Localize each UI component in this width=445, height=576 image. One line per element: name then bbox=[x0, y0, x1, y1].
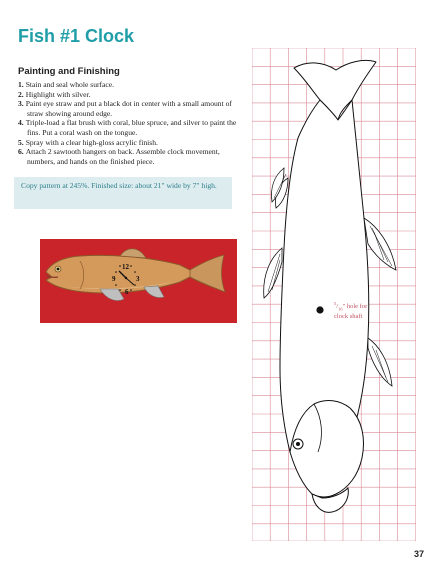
instruction-step bbox=[18, 147, 240, 166]
clock-numeral-9: 9 bbox=[112, 275, 116, 283]
step-number: 6. bbox=[18, 147, 24, 157]
pattern-size-note: Copy pattern at 245%. Finished size: about 21" wide by 7" high. bbox=[14, 177, 232, 209]
instruction-step bbox=[18, 99, 240, 118]
step-number: 2. bbox=[18, 89, 24, 99]
instruction-step bbox=[18, 138, 240, 148]
clock-numeral-3: 3 bbox=[136, 275, 140, 283]
pattern-left-fin bbox=[264, 248, 282, 298]
step-number: 1. bbox=[18, 80, 24, 89]
step-text: Triple-load a flat brush with coral, blue spruce, and silver to paint the fins. Put a coral wash on the tongue. bbox=[25, 118, 237, 137]
step-text: Paint eye straw and put a black dot in center with a small amount of straw showing around edge. bbox=[25, 99, 232, 118]
step-text: Spray with a clear high-gloss acrylic finish. bbox=[25, 137, 158, 147]
clock-numeral-12: 12 bbox=[122, 263, 129, 271]
pelvic-fin bbox=[144, 286, 164, 298]
instruction-step bbox=[18, 80, 240, 90]
pattern-pectoral-fin bbox=[368, 338, 392, 386]
clock-shaft-hole-label: $^5/_{16}$" hole for clock shaft bbox=[334, 301, 368, 320]
step-number: 4. bbox=[18, 118, 24, 128]
pattern-grid bbox=[252, 48, 416, 541]
instructions-heading: Painting and Finishing bbox=[18, 66, 120, 77]
instruction-step bbox=[18, 118, 240, 137]
clock-numeral-6: 6 bbox=[125, 288, 129, 296]
step-text: Stain and seal whole surface. bbox=[25, 80, 115, 89]
hole-fraction-numerator: 5 bbox=[334, 301, 337, 306]
step-number: 3. bbox=[18, 99, 24, 109]
hole-label-rest: " hole for bbox=[342, 303, 368, 311]
page-number: 37 bbox=[414, 549, 425, 559]
hole-fraction-denominator: 16 bbox=[338, 306, 343, 312]
step-text: Attach 2 sawtooth hangers on back. Assemble clock movement, numbers, and hands on the finished piece. bbox=[25, 147, 220, 166]
dorsal-fin bbox=[120, 249, 146, 258]
pattern-tail bbox=[294, 60, 376, 120]
fish-clock-illustration bbox=[40, 239, 237, 323]
tail-fin bbox=[190, 255, 225, 292]
step-text: Highlight with silver. bbox=[25, 89, 91, 99]
clock-shaft-hole bbox=[316, 306, 323, 313]
page-title: Fish #1 Clock bbox=[18, 26, 135, 46]
instruction-list bbox=[18, 80, 240, 166]
instruction-step bbox=[18, 90, 240, 100]
finished-clock-photo bbox=[40, 239, 237, 323]
step-number: 5. bbox=[18, 137, 24, 147]
hole-label-line2: clock shaft bbox=[334, 312, 363, 320]
